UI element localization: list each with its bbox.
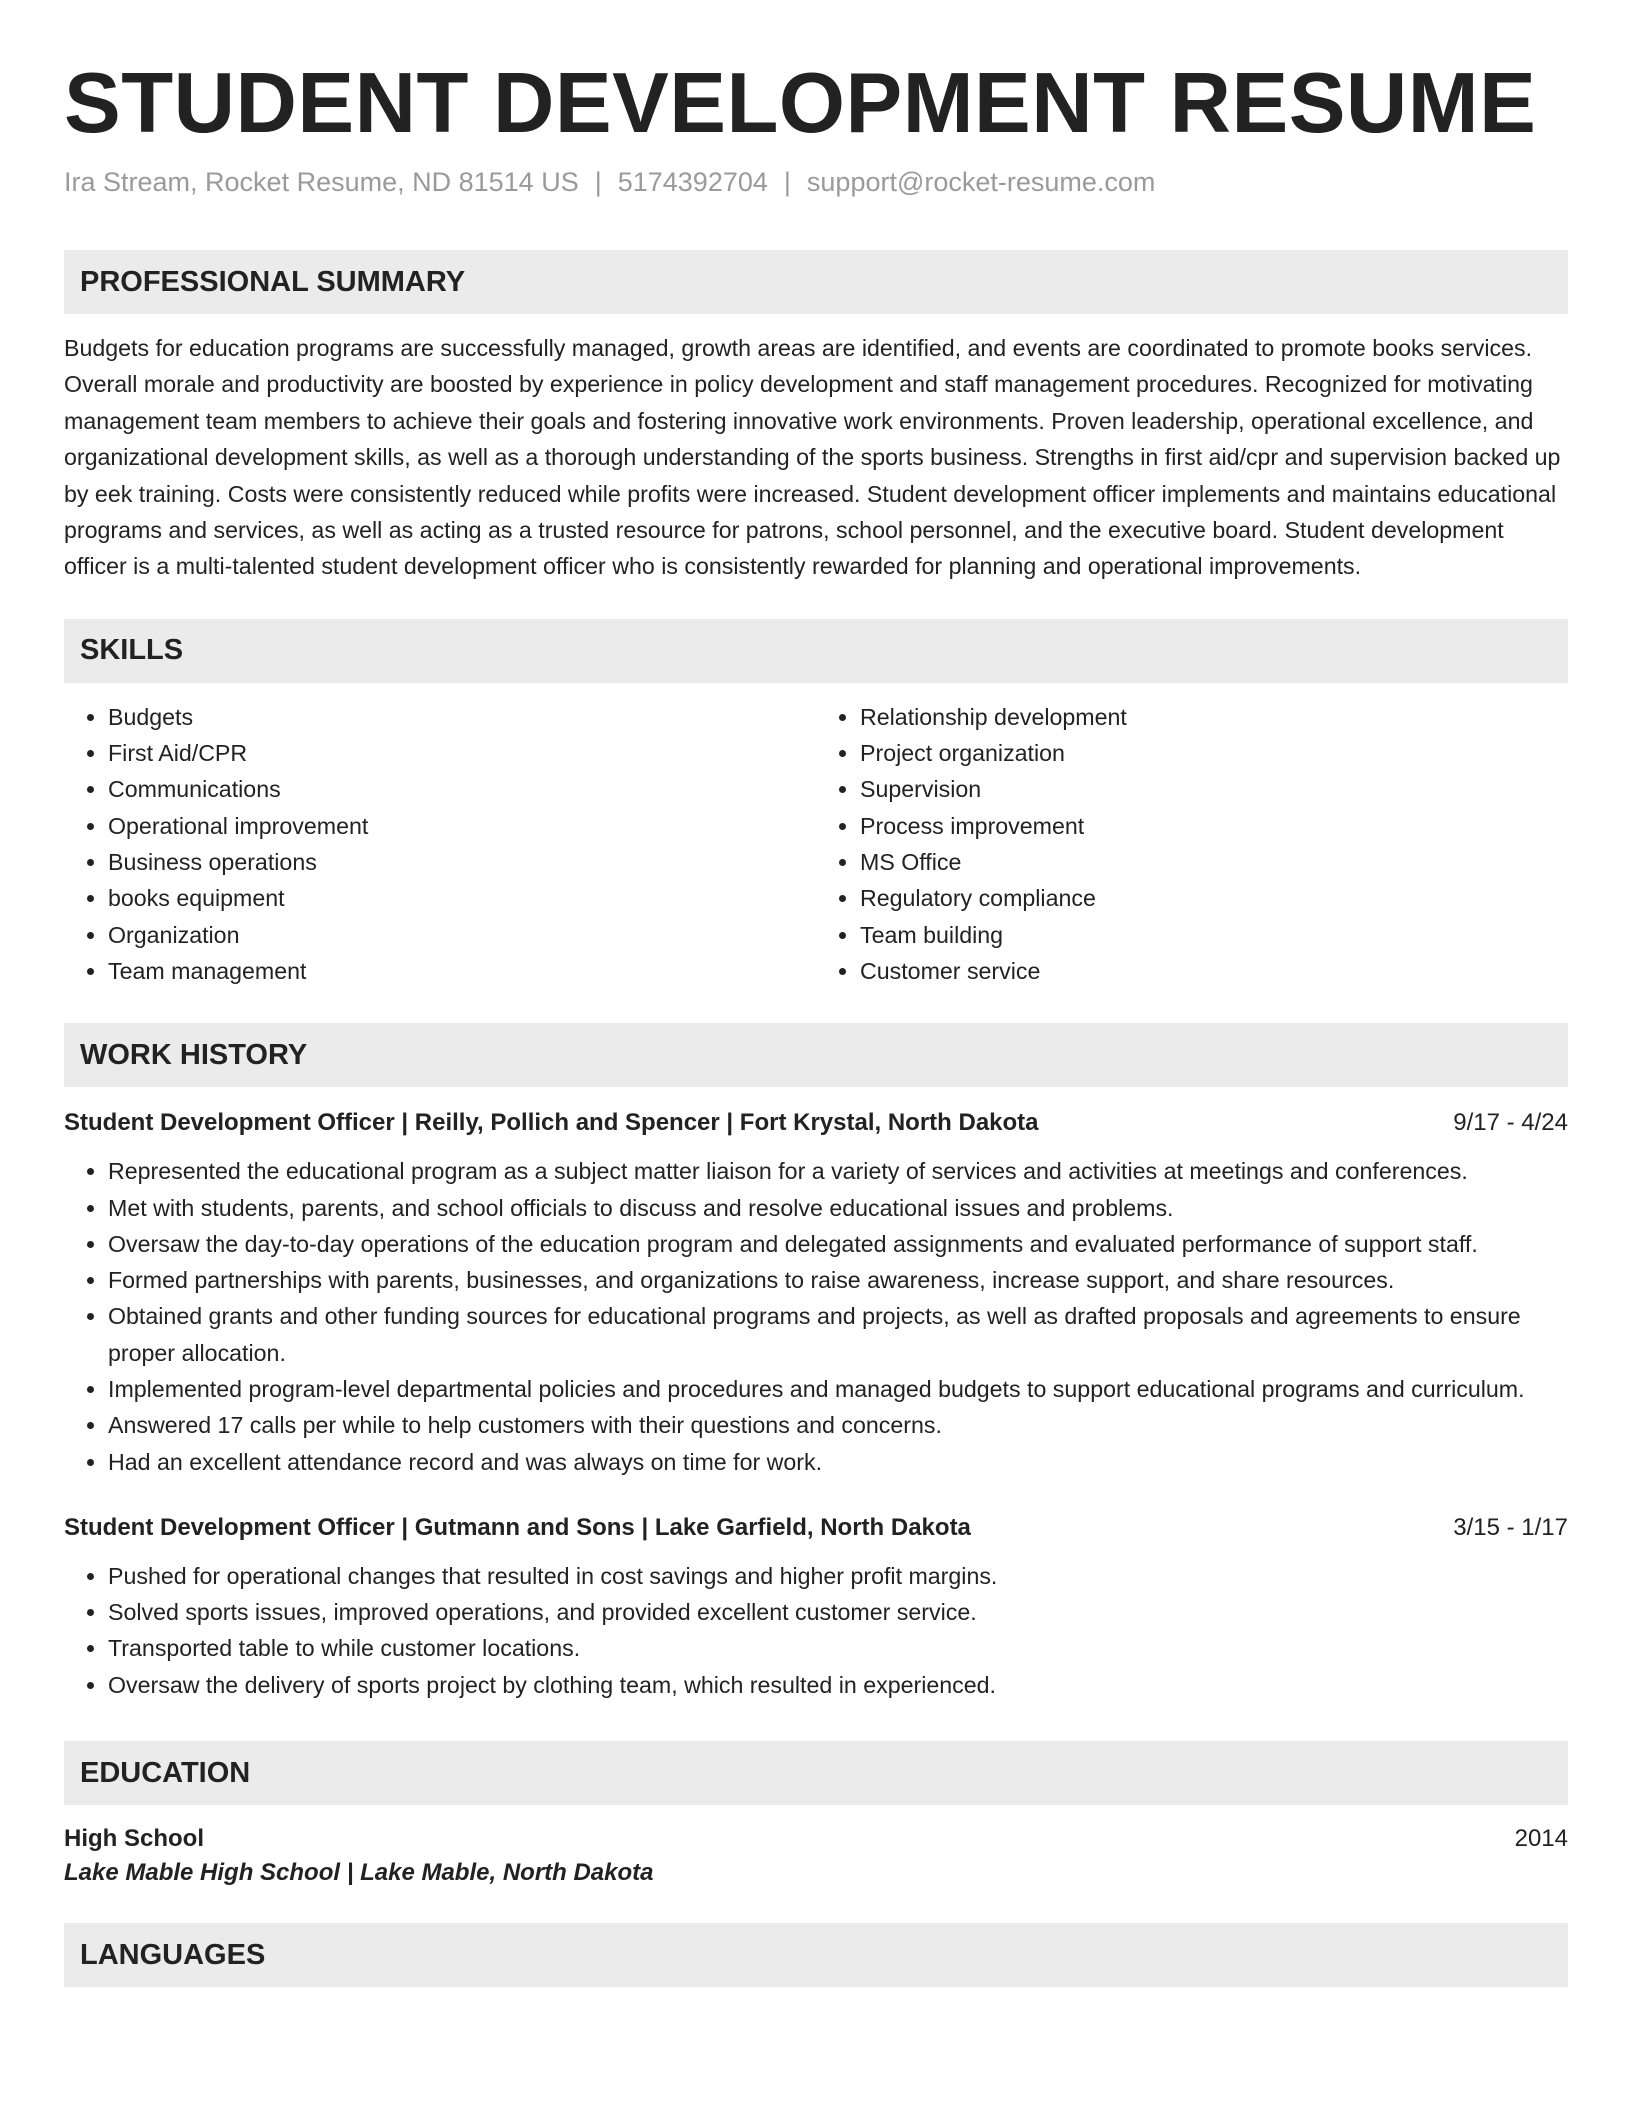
education-entry — [64, 1823, 1568, 1891]
skill-item: • Operational improvement — [108, 808, 816, 844]
contact-separator: | — [594, 167, 602, 197]
education-year: 2014 — [1514, 1825, 1568, 1853]
job-dates: 3/15 - 1/17 — [1453, 1513, 1568, 1541]
job-bullet: • Solved sports issues, improved operations, and provided excellent customer service. — [108, 1594, 1568, 1630]
job-entry — [64, 1107, 1568, 1480]
job-title: Student Development Officer | Reilly, Pollich and Spencer | Fort Krystal, North Dakota — [64, 1109, 1039, 1137]
education-degree: High School — [64, 1825, 204, 1853]
job-entry — [64, 1512, 1568, 1703]
summary-text: Budgets for education programs are successfully managed, growth areas are identified, and events are coordinated to promote books services. Overall morale and productivity are boosted by experience in policy development and staff management procedures. Recognized for motivating management team members to achieve their goals and fostering innovative work environments. Proven leadership, operational excellence, and organizational development skills, as well as a thorough understanding of the sports business. Strengths in first aid/cpr and supervision backed up by eek training. Costs were consistently reduced while profits were increased. Student development officer implements and maintains educational programs and services, as well as acting as a trusted resource for patrons, school personnel, and the executive board. Student development officer is a multi-talented student development officer who is consistently rewarded for planning and operational improvements. — [64, 335, 1561, 580]
contact-phone: 5174392704 — [617, 167, 768, 197]
job-dates: 9/17 - 4/24 — [1453, 1109, 1568, 1137]
skill-item: • Team building — [860, 917, 1568, 953]
job-bullet: • Met with students, parents, and school officials to discuss and resolve educational issues and problems. — [108, 1190, 1568, 1226]
skill-item: • Process improvement — [860, 808, 1568, 844]
job-bullet: • Transported table to while customer locations. — [108, 1630, 1568, 1666]
skill-item: • First Aid/CPR — [108, 735, 816, 771]
education-school: Lake Mable High School | Lake Mable, North Dakota — [64, 1859, 654, 1887]
skill-item: • Communications — [108, 771, 816, 807]
skills-list-right — [816, 699, 1568, 989]
job-title: Student Development Officer | Gutmann and Sons | Lake Garfield, North Dakota — [64, 1513, 971, 1541]
job-bullets — [64, 1153, 1568, 1480]
job-header — [64, 1107, 1568, 1139]
resume-page — [64, 0, 1568, 1987]
skill-item: • Project organization — [860, 735, 1568, 771]
job-header — [64, 1512, 1568, 1544]
skill-item: • Supervision — [860, 771, 1568, 807]
job-bullet: • Formed partnerships with parents, businesses, and organizations to raise awareness, increase support, and share resources. — [108, 1262, 1568, 1298]
skill-item: • Business operations — [108, 844, 816, 880]
skill-item: • Organization — [108, 917, 816, 953]
skills-columns — [64, 699, 1568, 989]
job-bullet: • Implemented program-level departmental policies and procedures and managed budgets to support educational programs and curriculum. — [108, 1371, 1568, 1407]
section-header-education: EDUCATION — [64, 1741, 1568, 1805]
job-bullet: • Represented the educational program as a subject matter liaison for a variety of services and activities at meetings and conferences. — [108, 1153, 1568, 1189]
section-header-work-history: WORK HISTORY — [64, 1023, 1568, 1087]
skills-list-left — [64, 699, 816, 989]
skill-item: • Budgets — [108, 699, 816, 735]
contact-address: Ira Stream, Rocket Resume, ND 81514 US — [64, 167, 579, 197]
contact-email: support@rocket-resume.com — [806, 167, 1156, 197]
section-header-skills: SKILLS — [64, 619, 1568, 683]
education-header — [64, 1823, 1568, 1855]
job-bullet: • Oversaw the day-to-day operations of the education program and delegated assignments and evaluated performance of support staff. — [108, 1226, 1568, 1262]
section-header-languages: LANGUAGES — [64, 1923, 1568, 1987]
skill-item: • Team management — [108, 953, 816, 989]
job-bullet: • Pushed for operational changes that resulted in cost savings and higher profit margins. — [108, 1558, 1568, 1594]
contact-line — [64, 166, 1568, 198]
job-bullet: • Answered 17 calls per while to help customers with their questions and concerns. — [108, 1407, 1568, 1443]
job-bullet: • Obtained grants and other funding sources for educational programs and projects, as well as drafted proposals and agreements to ensure proper allocation. — [108, 1298, 1568, 1371]
skill-item: • MS Office — [860, 844, 1568, 880]
skill-item: • Regulatory compliance — [860, 880, 1568, 916]
job-bullet: • Oversaw the delivery of sports project by clothing team, which resulted in experienced. — [108, 1667, 1568, 1703]
skill-item: • Relationship development — [860, 699, 1568, 735]
resume-title: STUDENT DEVELOPMENT RESUME — [64, 56, 1537, 151]
skill-item: • books equipment — [108, 880, 816, 916]
section-header-summary: PROFESSIONAL SUMMARY — [64, 250, 1568, 314]
job-bullet: • Had an excellent attendance record and was always on time for work. — [108, 1444, 1568, 1480]
contact-separator: | — [783, 167, 791, 197]
skill-item: • Customer service — [860, 953, 1568, 989]
job-bullets — [64, 1558, 1568, 1703]
